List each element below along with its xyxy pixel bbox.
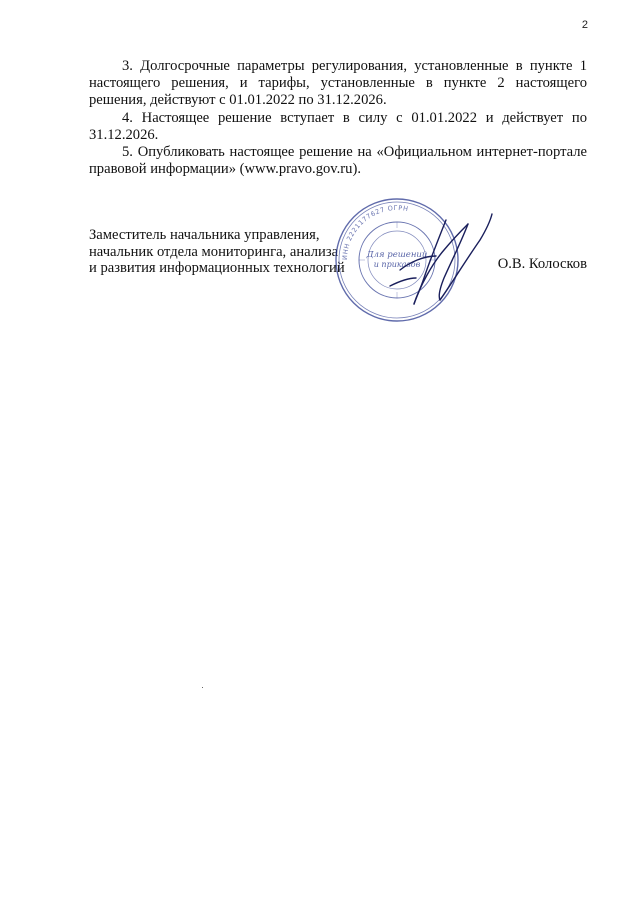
stamp-seal-icon xyxy=(332,195,462,325)
signatory-name: О.В. Колосков xyxy=(497,256,587,272)
stamp-center-text-2: и приказов xyxy=(373,260,421,269)
stamp-center-text-1: Для решений xyxy=(366,250,428,260)
signatory-position xyxy=(89,227,345,277)
scan-speck xyxy=(202,687,203,688)
position-line-3: и развития информационных технологий xyxy=(89,260,345,276)
paragraph-5: 5. Опубликовать настоящее решение на «Официальном интернет-портале правовой информации» (www.pravo.gov.ru). xyxy=(89,144,587,178)
handwritten-signature-icon xyxy=(350,200,510,310)
paragraph-3: 3. Долгосрочные параметры регулирования, установленные в пункте 1 настоящего решения, и тарифы, установленные в пункте 2 настоящего решения, действуют с 01.01.2022 по 31.12.2026. xyxy=(89,58,587,109)
document-body xyxy=(89,58,587,178)
stamp-ring-text: ИНН 2221177627 ОГРН xyxy=(340,203,410,261)
position-line-2: начальник отдела мониторинга, анализа xyxy=(89,243,339,260)
svg-text:ИНН 2221177627 ОГРН xyxy=(341,204,409,260)
paragraph-4: 4. Настоящее решение вступает в силу с 01.01.2022 и действует по 31.12.2026. xyxy=(89,109,587,143)
page-number: 2 xyxy=(581,19,588,31)
position-line-1: Заместитель начальника управления, xyxy=(89,227,320,243)
